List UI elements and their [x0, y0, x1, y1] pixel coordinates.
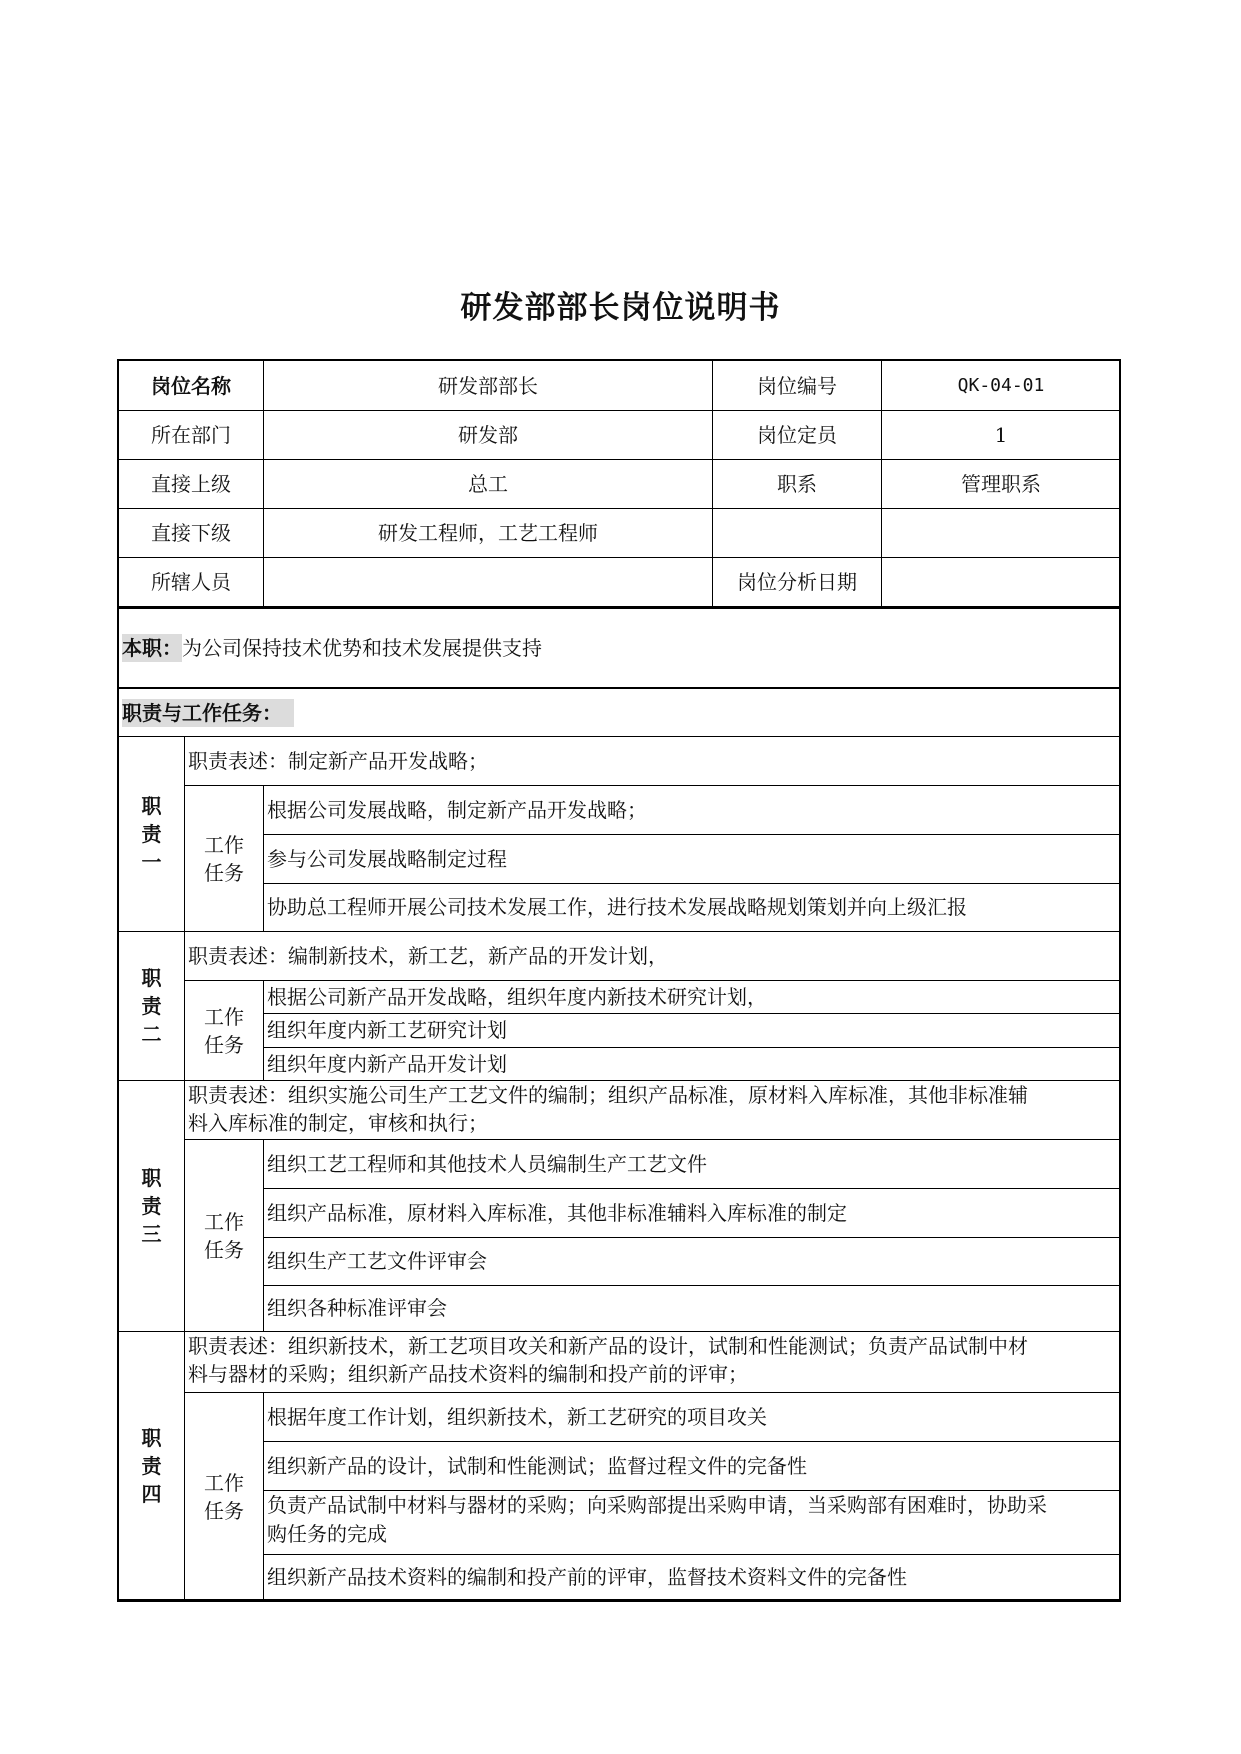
department-label: 所在部门 — [151, 423, 231, 447]
summary-text: 为公司保持技术优势和技术发展提供支持 — [182, 636, 542, 660]
duties-header: 职责与工作任务： — [122, 699, 294, 727]
duty-1-task-label: 工作 任务 — [204, 832, 244, 885]
summary-row — [119, 609, 1122, 687]
subordinate-value: 研发工程师，工艺工程师 — [378, 521, 598, 545]
position-name-value: 研发部部长 — [438, 373, 538, 398]
headcount-value: 1 — [994, 423, 1008, 447]
duty-3-label: 职 责 三 — [141, 1166, 162, 1246]
duty-2-task: 组织年度内新产品开发计划 — [267, 1051, 507, 1076]
duty-4-description: 职责表述：组织新技术，新工艺项目攻关和新产品的设计，试制和性能测试；负责产品试制中材 料与器材的采购；组织新产品技术资料的编制和投产前的评审； — [188, 1334, 1028, 1386]
duties-header-row — [119, 689, 1122, 736]
analysis-date-label: 岗位分析日期 — [737, 570, 857, 594]
duty-3-description: 职责表述：组织实施公司生产工艺文件的编制；组织产品标准，原材料入库标准，其他非标准辅 料入库标准的制定，审核和执行； — [188, 1083, 1028, 1135]
duty-4-label: 职 责 四 — [141, 1426, 162, 1506]
duty-1-task: 参与公司发展战略制定过程 — [267, 846, 507, 871]
department-value: 研发部 — [458, 423, 518, 447]
duty-2-description: 职责表述：编制新技术，新工艺，新产品的开发计划， — [188, 944, 668, 968]
position-code-label: 岗位编号 — [757, 373, 837, 398]
superior-value: 总工 — [468, 472, 508, 496]
duty-2-task: 组织年度内新工艺研究计划 — [267, 1018, 507, 1042]
duty-1-description: 职责表述：制定新产品开发战略； — [188, 749, 488, 773]
duty-2-task-label: 工作 任务 — [204, 1004, 244, 1057]
duty-1-task: 协助总工程师开展公司技术发展工作，进行技术发展战略规划策划并向上级汇报 — [267, 895, 967, 919]
page-title: 研发部部长岗位说明书 — [460, 290, 781, 326]
position-name-label: 岗位名称 — [151, 373, 231, 398]
position-code-value: QK-04-01 — [957, 374, 1045, 396]
summary-label: 本职： — [122, 636, 182, 660]
job-family-label: 职系 — [777, 472, 817, 496]
duty-4-task: 组织新产品的设计，试制和性能测试；监督过程文件的完备性 — [267, 1453, 807, 1478]
duty-1-label: 职 责 一 — [141, 794, 162, 874]
duty-3-task: 组织工艺工程师和其他技术人员编制生产工艺文件 — [267, 1151, 707, 1176]
duty-3-task: 组织生产工艺文件评审会 — [267, 1249, 487, 1273]
duty-2-task: 根据公司新产品开发战略，组织年度内新技术研究计划， — [267, 984, 767, 1009]
subordinate-label: 直接下级 — [151, 521, 231, 545]
headcount-label: 岗位定员 — [757, 423, 837, 447]
superior-label: 直接上级 — [151, 472, 231, 496]
duty-4-task: 根据年度工作计划，组织新技术，新工艺研究的项目攻关 — [267, 1404, 767, 1429]
duty-2-label: 职 责 二 — [141, 966, 162, 1046]
duty-4-task: 组织新产品技术资料的编制和投产前的评审，监督技术资料文件的完备性 — [267, 1565, 907, 1589]
duty-3-task: 组织各种标准评审会 — [267, 1296, 447, 1320]
job-family-value: 管理职系 — [961, 472, 1041, 496]
staff-label: 所辖人员 — [151, 570, 231, 594]
duty-1-task: 根据公司发展战略，制定新产品开发战略； — [267, 797, 647, 822]
duty-3-task: 组织产品标准，原材料入库标准，其他非标准辅料入库标准的制定 — [267, 1200, 847, 1225]
duty-4-task: 负责产品试制中材料与器材的采购；向采购部提出采购申请，当采购部有困难时，协助采 购任务的完成 — [267, 1493, 1047, 1546]
duty-3-task-label: 工作 任务 — [204, 1209, 244, 1262]
duty-4-task-label: 工作 任务 — [204, 1470, 244, 1523]
